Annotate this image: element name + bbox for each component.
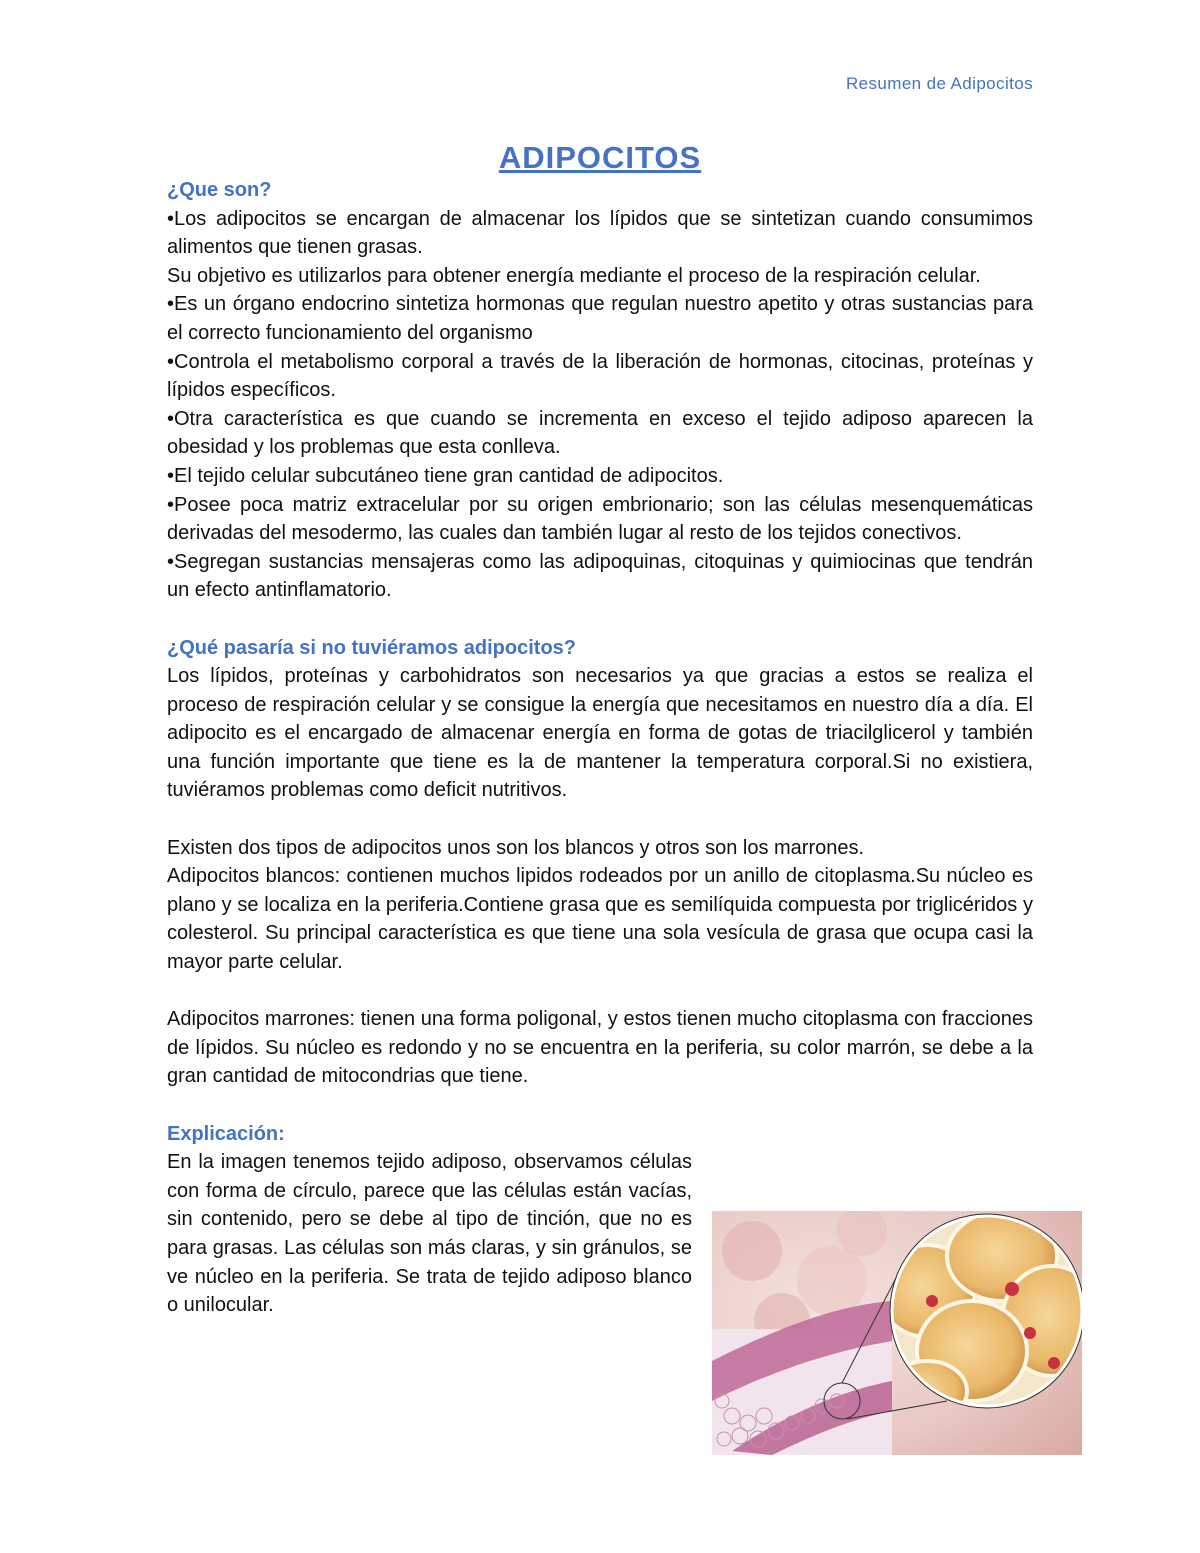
spacer — [167, 1091, 1033, 1120]
paragraph-explanation: En la imagen tenemos tejido adiposo, observamos células con forma de círculo, parece que las células están vacías, sin contenido, pero se debe al tipo de tinción, que no es para grasas. Las células son más claras, y sin gránulos, se ve núcleo en la periferia. Se trata de tejido adiposo blanco o unilocular. — [167, 1151, 692, 1317]
adipose-tissue-image — [712, 1211, 1082, 1455]
paragraph: •El tejido celular subcutáneo tiene gran cantidad de adipocitos. — [167, 464, 724, 487]
paragraph: •Es un órgano endocrino sintetiza hormonas que regulan nuestro apetito y otras sustancias para el correcto funcionamiento del organismo — [167, 293, 1033, 344]
spacer — [167, 605, 1033, 634]
paragraph: •Segregan sustancias mensajeras como las adipoquinas, citoquinas y quimiocinas que tendrán un efecto antinflamatorio. — [167, 550, 1033, 602]
paragraph: •Otra característica es que cuando se incrementa en exceso el tejido adiposo aparecen la obesidad y los problemas que esta conlleva. — [167, 407, 1033, 459]
section-heading-que-pasaria: ¿Qué pasaría si no tuviéramos adipocitos? — [167, 636, 576, 659]
paragraph: •Posee poca matriz extracelular por su origen embrionario; son las células mesenquemáticas derivadas del mesodermo, las cuales dan también lugar al resto de los tejidos conectivos. — [167, 493, 1033, 545]
paragraph-white-adipocytes: Adipocitos blancos: contienen muchos lipidos rodeados por un anillo de citoplasma.Su núcleo es plano y se localiza en la periferia.Contiene grasa que es semilíquida compuesta por triglicéridos y colesterol. Su principal característica es que tiene una sola vesícula de grasa que ocupa casi la mayor parte celular. — [167, 865, 1033, 974]
adipose-tissue-illustration — [712, 1211, 1082, 1455]
paragraph: Existen dos tipos de adipocitos unos son los blancos y otros son los marrones. — [167, 836, 865, 859]
spacer — [167, 805, 1033, 834]
paragraph: •Los adipocitos se encargan de almacenar los lípidos que se sintetizan cuando consumimos alimentos que tienen grasas. — [167, 207, 1033, 259]
document-body — [167, 140, 1033, 1320]
section-heading-explicacion: Explicación: — [167, 1122, 285, 1145]
paragraph: Su objetivo es utilizarlos para obtener energía mediante el proceso de la respiración celular. — [167, 264, 981, 287]
running-header: Resumen de Adipocitos — [845, 74, 1033, 93]
paragraph-brown-adipocytes: Adipocitos marrones: tienen una forma poligonal, y estos tienen mucho citoplasma con fracciones de lípidos. Su núcleo es redondo y no se encuentra en la periferia, su color marrón, se debe a la gran cantidad de mitocondrias que tiene. — [167, 1008, 1033, 1088]
spacer — [167, 977, 1033, 1006]
section-heading-que-son: ¿Que son? — [167, 179, 272, 201]
paragraph: •Controla el metabolismo corporal a través de la liberación de hormonas, citocinas, proteínas y lípidos específicos. — [167, 350, 1033, 402]
paragraph: Los lípidos, proteínas y carbohidratos son necesarios ya que gracias a estos se realiza el proceso de respiración celular y se consigue la energía que necesitamos en nuestro día a día. El adipocito es el encargado de almacenar energía en forma de gotas de triacilglicerol y también una función importante que tiene es la de mantener la temperatura corporal.Si no existiera, tuviéramos problemas como deficit nutritivos. — [167, 665, 1033, 802]
document-title: ADIPOCITOS — [498, 140, 702, 175]
